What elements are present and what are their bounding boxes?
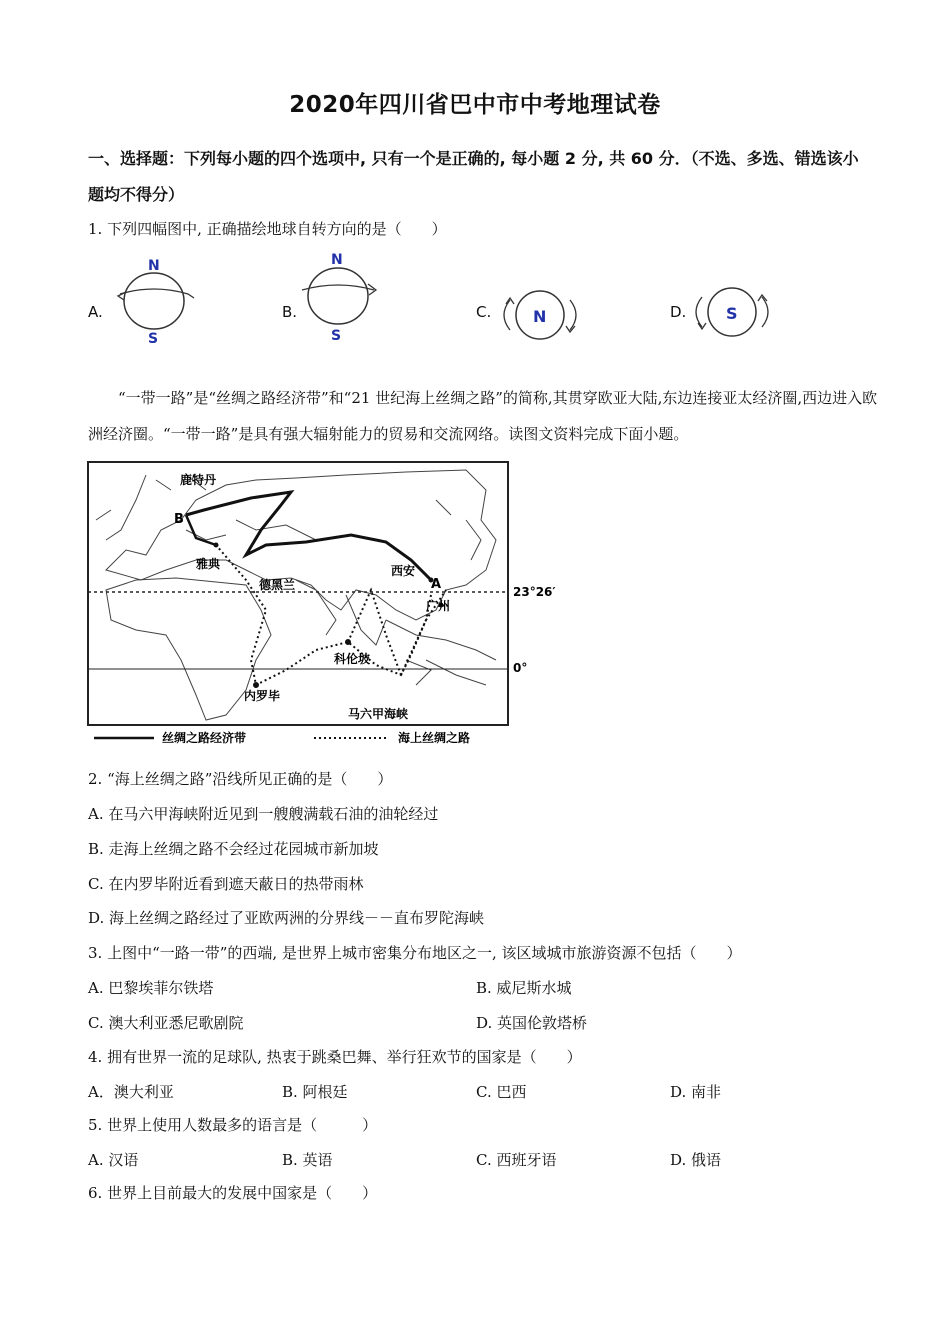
q1-globe-a xyxy=(112,256,196,346)
label-tehran: 德黑兰 xyxy=(259,578,296,592)
q2-option-b: B. 走海上丝绸之路不会经过花园城市新加坡 xyxy=(88,840,379,858)
section-heading: 一、选择题：下列每小题的四个选项中, 只有一个是正确的, 每小题 2 分, 共 60 分．（不选、多选、错选该小题均不得分） xyxy=(88,149,859,204)
q1-label-c: C. xyxy=(476,303,492,321)
q3-option-d: D. 英国伦敦塔桥 xyxy=(476,1014,588,1032)
south-label: S xyxy=(331,328,342,342)
q2-stem: 2. “海上丝绸之路”沿线所见正确的是（ ） xyxy=(88,770,393,788)
label-guangzhou: 广州 xyxy=(426,599,451,613)
pole-label: N xyxy=(533,307,547,326)
q4-option-d: D. 南非 xyxy=(670,1083,722,1101)
label-b: B xyxy=(174,512,184,527)
q1-label-d: D. xyxy=(670,303,687,321)
q3-option-b: B. 威尼斯水城 xyxy=(476,979,572,997)
north-label: N xyxy=(148,258,160,274)
label-colombo: 科伦坡 xyxy=(334,652,371,666)
q5-option-d: D. 俄语 xyxy=(670,1151,722,1169)
label-malacca: 马六甲海峡 xyxy=(348,707,409,721)
legend-land: 丝绸之路经济带 xyxy=(162,731,247,745)
q6-stem: 6. 世界上目前最大的发展中国家是（ ） xyxy=(88,1184,378,1202)
q5-option-a: A. 汉语 xyxy=(88,1151,139,1169)
north-label: N xyxy=(331,252,343,268)
q1-label-b: B. xyxy=(282,303,298,321)
q2-option-d: D. 海上丝绸之路经过了亚欧两洲的分界线－－直布罗陀海峡 xyxy=(88,909,485,927)
label-athens: 雅典 xyxy=(196,557,221,571)
label-rotterdam: 鹿特丹 xyxy=(180,473,217,487)
q2-option-a: A. 在马六甲海峡附近见到一艘艘满载石油的油轮经过 xyxy=(88,805,439,823)
intro-paragraph: “一带一路”是“丝绸之路经济带”和“21 世纪海上丝绸之路”的简称,其贯穿欧亚大陆,东边连接亚太经济圈,西边进入欧洲经济圈。“一带一路”是具有强大辐射能力的贸易和交流网络。读图文资料完成下面小题。 xyxy=(88,389,878,443)
q1-pole-view-c xyxy=(496,286,586,342)
q2-option-c: C. 在内罗毕附近看到遮天蔽日的热带雨林 xyxy=(88,875,364,893)
q4-option-c: C. 巴西 xyxy=(476,1083,527,1101)
label-xian: 西安 xyxy=(391,564,416,578)
label-equator: 0° xyxy=(513,661,528,675)
q4-option-b: B. 阿根廷 xyxy=(282,1083,348,1101)
legend-sea: 海上丝绸之路 xyxy=(398,731,471,745)
label-tropic: 23°26′ xyxy=(513,585,556,599)
q3-stem: 3. 上图中“一路一带”的西端, 是世界上城市密集分布地区之一, 该区域城市旅游资源不包括（ ） xyxy=(88,944,742,962)
q1-label-a: A. xyxy=(88,303,103,321)
q4-stem: 4. 拥有世界一流的足球队, 热衷于跳桑巴舞、举行狂欢节的国家是（ ） xyxy=(88,1048,582,1066)
q3-option-c: C. 澳大利亚悉尼歌剧院 xyxy=(88,1014,244,1032)
q5-stem: 5. 世界上使用人数最多的语言是（ ） xyxy=(88,1116,378,1134)
label-a: A xyxy=(431,577,442,592)
q3-option-a: A. 巴黎埃菲尔铁塔 xyxy=(88,979,214,997)
q1-pole-view-d xyxy=(688,284,778,340)
q4-option-a: A．澳大利亚 xyxy=(88,1083,174,1101)
q5-option-b: B. 英语 xyxy=(282,1151,333,1169)
q1-stem: 1. 下列四幅图中, 正确描绘地球自转方向的是（ ） xyxy=(88,220,447,238)
q5-option-c: C. 西班牙语 xyxy=(476,1151,557,1169)
page-title: 2020年四川省巴中市中考地理试卷 xyxy=(289,92,661,118)
label-nairobi: 内罗毕 xyxy=(244,689,281,703)
belt-road-map xyxy=(86,460,556,750)
south-label: S xyxy=(148,331,159,346)
q1-globe-b xyxy=(298,250,382,342)
pole-label: S xyxy=(726,304,738,323)
